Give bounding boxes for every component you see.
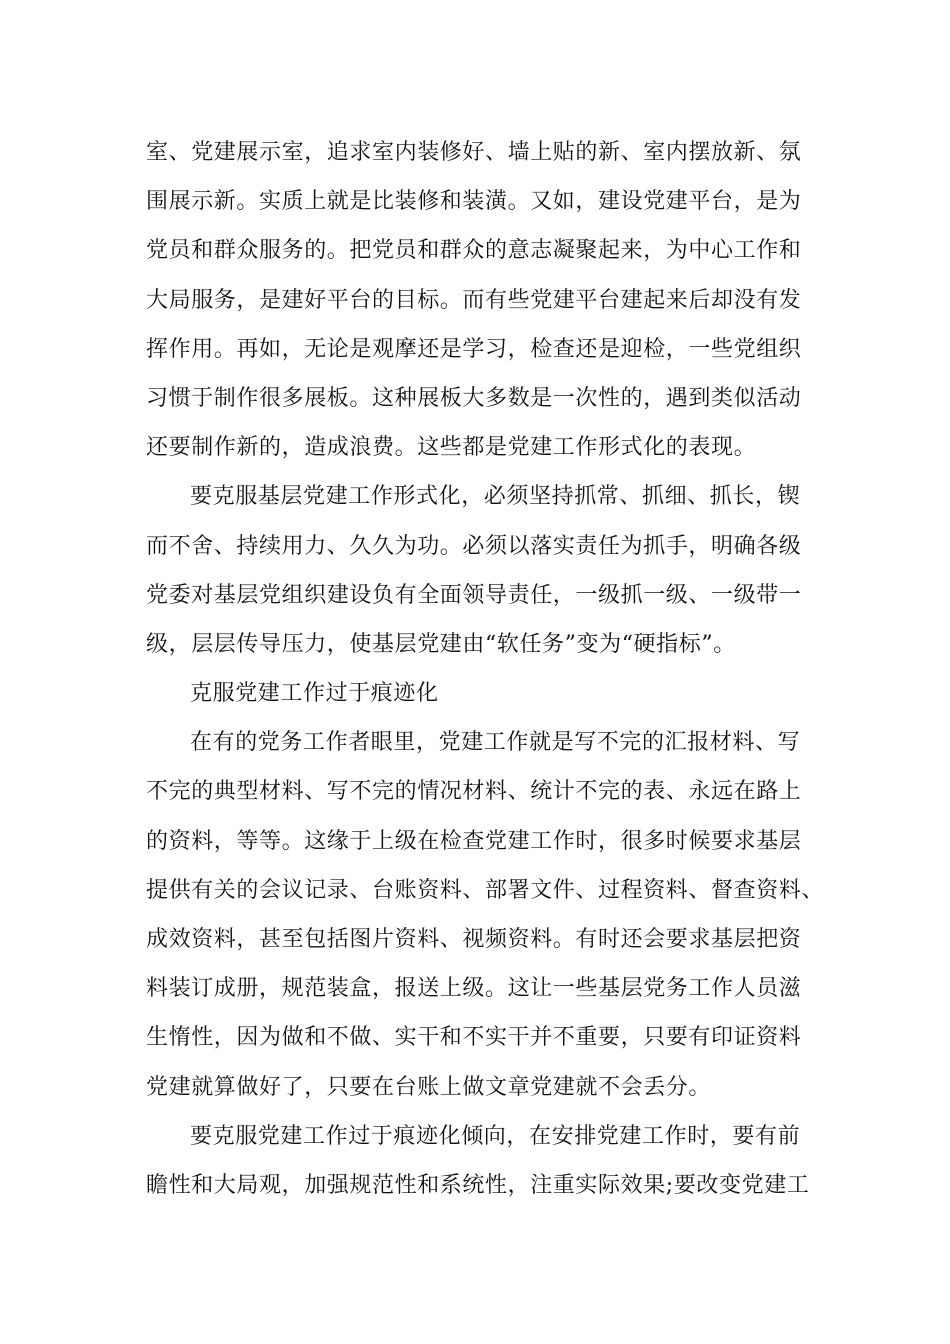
section-heading: 克服党建工作过于痕迹化 xyxy=(190,681,439,707)
text-line: 大局服务，是建好平台的目标。而有些党建平台建起来后却没有发 xyxy=(146,287,802,313)
paragraph-first-line: 要克服基层党建工作形式化，必须坚持抓常、抓细、抓长，锲 xyxy=(190,484,801,510)
text-line: 习惯于制作很多展板。这种展板大多数是一次性的，遇到类似活动 xyxy=(146,385,802,411)
text-line: 挥作用。再如，无论是观摩还是学习，检查还是迎检，一些党组织 xyxy=(146,336,802,362)
text-line: 党员和群众服务的。把党员和群众的意志凝聚起来，为中心工作和 xyxy=(146,238,802,264)
text-line: 生惰性，因为做和不做、实干和不实干并不重要，只要有印证资料 xyxy=(146,1025,802,1051)
text-line: 围展示新。实质上就是比装修和装潢。又如，建设党建平台，是为 xyxy=(146,189,802,215)
text-line: 室、党建展示室，追求室内装修好、墙上贴的新、室内摆放新、氛 xyxy=(146,140,802,165)
text-line: 成效资料，甚至包括图片资料、视频资料。有时还会要求基层把资 xyxy=(146,927,802,952)
paragraph-first-line: 要克服党建工作过于痕迹化倾向，在安排党建工作时，要有前 xyxy=(190,1123,801,1149)
text-line: 提供有关的会议记录、台账资料、部署文件、过程资料、督查资料、 xyxy=(146,877,825,903)
text-line: 不完的典型材料、写不完的情况材料、统计不完的表、永远在路上 xyxy=(146,779,802,805)
text-line: 党建就算做好了，只要在台账上做文章党建就不会丢分。 xyxy=(146,1074,712,1100)
text-line: 瞻性和大局观，加强规范性和系统性，注重实际效果;要改变党建工 xyxy=(146,1172,810,1198)
paragraph-first-line: 在有的党务工作者眼里，党建工作就是写不完的汇报材料、写 xyxy=(190,730,801,756)
document-body xyxy=(146,128,825,1210)
text-line: 的资料，等等。这缘于上级在检查党建工作时，很多时候要求基层 xyxy=(146,828,802,854)
text-line: 料装订成册，规范装盒，报送上级。这让一些基层党务工作人员滋 xyxy=(146,976,802,1002)
text-line: 党委对基层党组织建设负有全面领导责任，一级抓一级、一级带一 xyxy=(146,582,802,608)
text-line: 还要制作新的，造成浪费。这些都是党建工作形式化的表现。 xyxy=(146,435,757,461)
text-line: 而不舍、持续用力、久久为功。必须以落实责任为抓手，明确各级 xyxy=(146,533,802,559)
text-line: 级，层层传导压力，使基层党建由“软任务”变为“硬指标”。 xyxy=(146,631,736,657)
